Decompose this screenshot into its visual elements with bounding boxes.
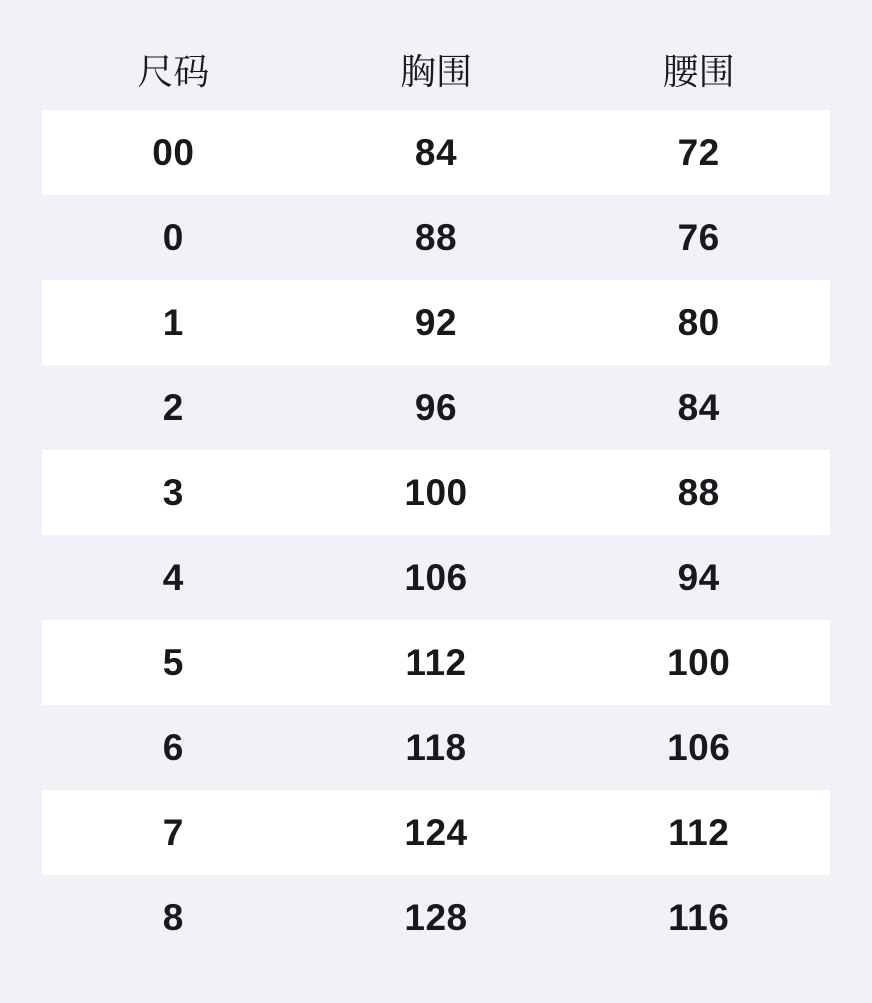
table-row <box>42 195 830 280</box>
cell-size: 4 <box>162 557 184 598</box>
cell-bust: 112 <box>405 642 467 683</box>
cell-waist: 80 <box>677 302 720 343</box>
cell-size: 00 <box>152 132 195 173</box>
cell-size: 1 <box>162 302 184 343</box>
cell-bust: 124 <box>404 812 468 853</box>
table-row <box>42 705 830 790</box>
table-row <box>42 875 830 960</box>
cell-waist: 84 <box>677 387 720 428</box>
table-header-row <box>42 0 830 110</box>
cell-waist: 106 <box>667 727 731 768</box>
cell-bust: 92 <box>414 302 458 343</box>
table-row <box>42 280 830 365</box>
cell-waist: 112 <box>668 812 730 853</box>
cell-bust: 96 <box>414 387 458 428</box>
cell-bust: 118 <box>405 727 467 768</box>
column-header-bust: 胸围 <box>400 51 473 92</box>
cell-size: 3 <box>162 472 184 513</box>
cell-waist: 72 <box>677 132 720 173</box>
cell-bust: 100 <box>404 472 468 513</box>
column-header-waist: 腰围 <box>662 51 735 92</box>
cell-size: 2 <box>162 387 184 428</box>
cell-bust: 128 <box>404 897 468 938</box>
table-row <box>42 790 830 875</box>
table-row <box>42 450 830 535</box>
table-row <box>42 535 830 620</box>
column-header-size: 尺码 <box>137 51 210 92</box>
cell-waist: 88 <box>677 472 720 513</box>
cell-size: 5 <box>162 642 184 683</box>
cell-waist: 94 <box>677 557 720 598</box>
cell-bust: 88 <box>414 217 458 258</box>
cell-size: 6 <box>162 727 184 768</box>
table-row <box>42 365 830 450</box>
cell-size: 8 <box>162 897 184 938</box>
cell-waist: 100 <box>667 642 731 683</box>
size-chart-table <box>42 0 830 960</box>
cell-waist: 116 <box>668 897 730 938</box>
cell-size: 0 <box>162 217 184 258</box>
table-body <box>42 110 830 960</box>
cell-bust: 106 <box>404 557 468 598</box>
cell-waist: 76 <box>677 217 720 258</box>
cell-size: 7 <box>162 812 184 853</box>
cell-bust: 84 <box>414 132 458 173</box>
table-row <box>42 620 830 705</box>
table-row <box>42 110 830 195</box>
